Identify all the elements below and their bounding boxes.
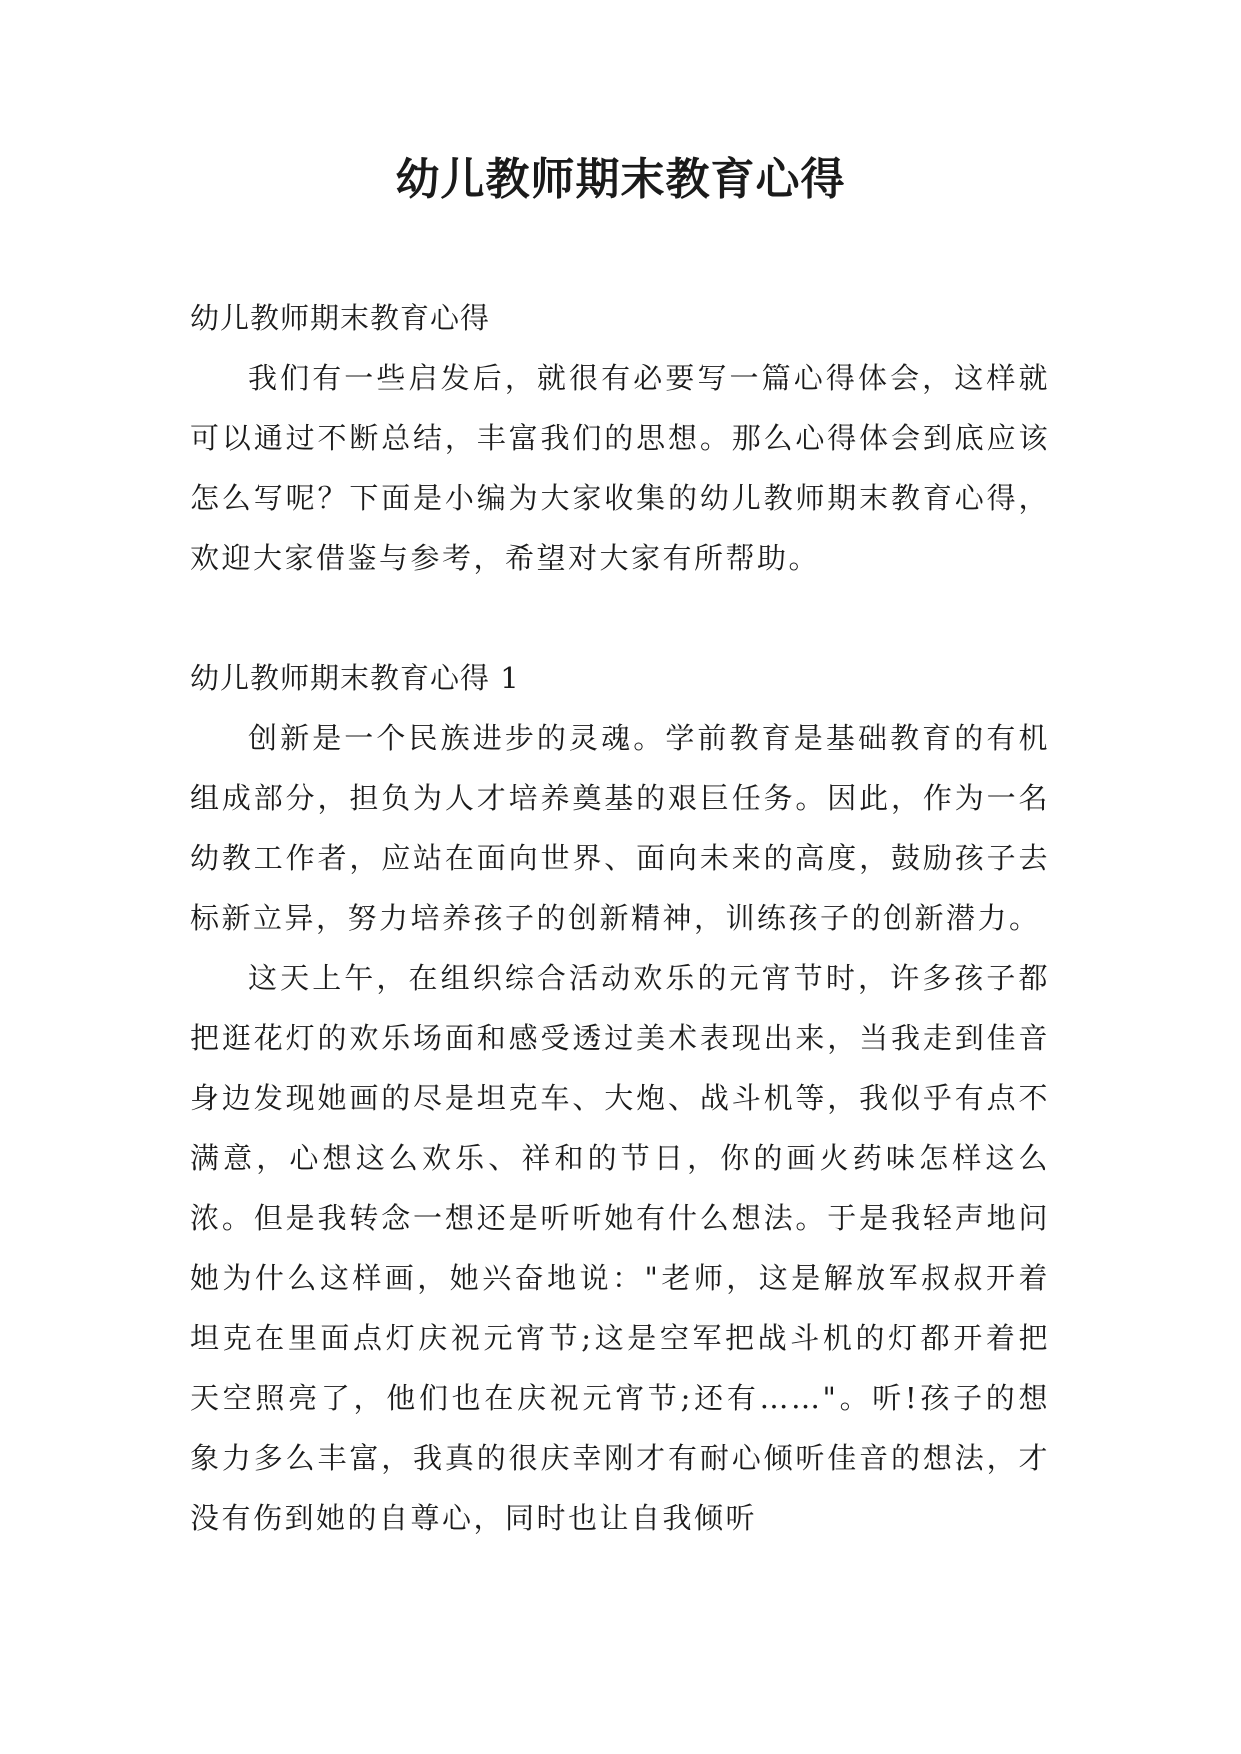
section-1-paragraph-1: 创新是一个民族进步的灵魂。学前教育是基础教育的有机组成部分，担负为人才培养奠基的艰巨任务。因此，作为一名幼教工作者，应站在面向世界、面向未来的高度，鼓励孩子去标新立异，努力培养孩子的创新精神，训练孩子的创新潜力。 [190, 721, 1050, 935]
document-body [190, 288, 1050, 1548]
intro-heading: 幼儿教师期末教育心得 [190, 301, 491, 335]
document-title: 幼儿教师期末教育心得 [395, 154, 846, 205]
section-spacer [190, 588, 1050, 648]
section-1-paragraph-2: 这天上午，在组织综合活动欢乐的元宵节时，许多孩子都把逛花灯的欢乐场面和感受透过美术表现出来，当我走到佳音身边发现她画的尽是坦克车、大炮、战斗机等，我似乎有点不满意，心想这么欢乐、祥和的节日，你的画火药味怎样这么浓。但是我转念一想还是听听她有什么想法。于是我轻声地问她为什么这样画，她兴奋地说："老师，这是解放军叔叔开着坦克在里面点灯庆祝元宵节;这是空军把战斗机的灯都开着把天空照亮了，他们也在庆祝元宵节;还有……"。听!孩子的想象力多么丰富，我真的很庆幸刚才有耐心倾听佳音的想法，才没有伤到她的自尊心，同时也让自我倾听 [190, 961, 1050, 1535]
section-1-heading: 幼儿教师期末教育心得 1 [190, 661, 520, 695]
intro-paragraph: 我们有一些启发后，就很有必要写一篇心得体会，这样就可以通过不断总结，丰富我们的思想。那么心得体会到底应该怎么写呢？下面是小编为大家收集的幼儿教师期末教育心得，欢迎大家借鉴与参考，希望对大家有所帮助。 [190, 361, 1050, 575]
